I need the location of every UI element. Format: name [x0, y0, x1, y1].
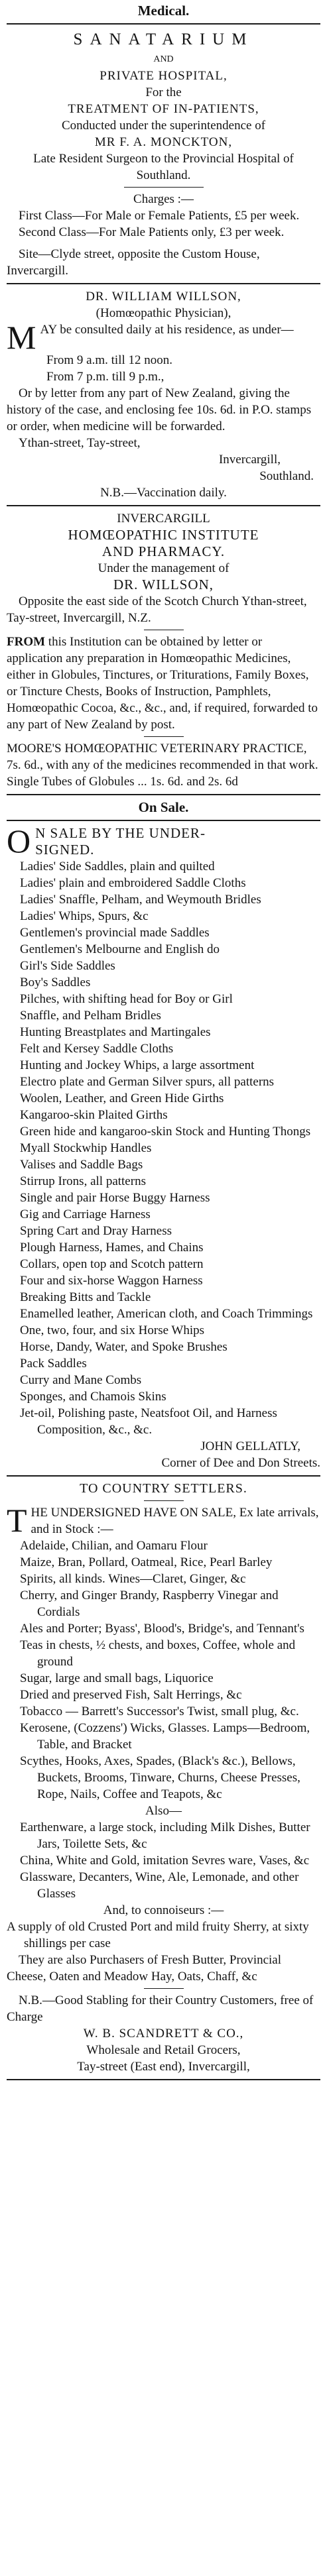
- list-item: Dried and preserved Fish, Salt Herrings, &c: [20, 1688, 242, 1702]
- list-item: Snaffle, and Pelham Bridles: [20, 1009, 161, 1023]
- advert-text: For the: [145, 85, 182, 99]
- list-item: Ladies' Snaffle, Pelham, and Weymouth Bridles: [20, 893, 261, 907]
- advert-text: INVERCARGILL: [117, 512, 210, 526]
- advert-text: JOHN GELLATLY,: [200, 1439, 300, 1453]
- list-item: Ladies' Side Saddles, plain and quilted: [20, 860, 215, 873]
- dropcap: M: [7, 319, 36, 356]
- list-item: Earthenware, a large stock, including Milk Dishes, Butter Jars, Toilette Sets, &c: [20, 1820, 310, 1851]
- advert-text: FROM this Institution can be obtained by letter or application any preparation in Homœopathic Medicines, either in Globules, Tinctures, or Triturations, Family Boxes, or Tincture Chests, Books of Instruction, Pamphlets, Homœopathic Cocoa, &c., &c., and, if required, forwarded to any part of New Zealand by post.: [7, 635, 318, 732]
- advert-text: From 7 p.m. till 9 p.m.,: [46, 370, 164, 384]
- advert-title: SIGNED.: [35, 842, 95, 858]
- list-item: Gig and Carriage Harness: [20, 1207, 151, 1221]
- advert-text: MOORE'S HOMŒOPATHIC VETERINARY PRACTICE, 7s. 6d., with any of the medicines recommended in that work.: [7, 742, 318, 772]
- list-item: Enamelled leather, American cloth, and Coach Trimmings: [20, 1307, 313, 1321]
- advert-text: (Homœopathic Physician),: [96, 306, 231, 320]
- advert-text: Also—: [145, 1804, 182, 1818]
- advert-text: A supply of old Crusted Port and mild fruity Sherry, at sixty shillings per case: [7, 1920, 309, 1950]
- advert-text: HOMŒOPATHIC INSTITUTE: [68, 527, 259, 543]
- advert-title: TO COUNTRY SETTLERS.: [80, 1481, 247, 1496]
- advert-text: And, to connoiseurs :—: [103, 1903, 224, 1917]
- list-item: Ales and Porter; Byass', Blood's, Bridge's, and Tennant's: [20, 1622, 304, 1636]
- list-item: Horse, Dandy, Water, and Spoke Brushes: [20, 1340, 228, 1354]
- dropcap: O: [7, 822, 32, 860]
- advert-text: Single Tubes of Globules ... 1s. 6d. and 2s. 6d: [7, 775, 238, 789]
- list-item: Girl's Side Saddles: [20, 959, 115, 973]
- divider: [144, 1988, 184, 1989]
- advert-gellatly: [7, 822, 320, 1471]
- list-item: Ladies' Whips, Spurs, &c: [20, 909, 149, 923]
- advert-text: Site—Clyde street, opposite the Custom House, Invercargill.: [7, 247, 260, 278]
- divider: [7, 283, 320, 284]
- list-item: Hunting Breastplates and Martingales: [20, 1025, 211, 1039]
- advert-text: Wholesale and Retail Grocers,: [86, 2043, 241, 2057]
- advert-text: N.B.—Vaccination daily.: [100, 486, 227, 500]
- list-item: Ladies' plain and embroidered Saddle Cloths: [20, 876, 246, 890]
- list-item: Gentlemen's Melbourne and English do: [20, 942, 220, 956]
- list-item: Kangaroo-skin Plaited Girths: [20, 1108, 168, 1122]
- list-item: Jet-oil, Polishing paste, Neatsfoot Oil, and Harness Composition, &c., &c.: [20, 1406, 277, 1437]
- advert-title: O N SALE BY THE UNDER-: [7, 822, 206, 860]
- list-item: Pack Saddles: [20, 1357, 87, 1371]
- list-item: Woolen, Leather, and Green Hide Girths: [20, 1092, 224, 1105]
- sanatarium-title: SANATARIUM: [73, 30, 254, 48]
- advert-text: N.B.—Good Stabling for their Country Customers, free of Charge: [7, 1993, 314, 2024]
- advert-institute: [7, 510, 320, 790]
- dropcap: T: [7, 1502, 27, 1539]
- advert-text: Southland.: [259, 469, 314, 483]
- item-list: [7, 1538, 320, 1803]
- advert-text: PRIVATE HOSPITAL,: [99, 69, 228, 83]
- divider: [144, 1500, 184, 1501]
- list-item: Cherry, and Ginger Brandy, Raspberry Vinegar and Cordials: [20, 1589, 279, 1619]
- section-header-medical: Medical.: [137, 3, 190, 19]
- list-item: Gentlemen's provincial made Saddles: [20, 926, 210, 940]
- list-item: Electro plate and German Silver spurs, all patterns: [20, 1075, 275, 1089]
- advert-willson: [7, 288, 320, 501]
- advert-text: Late Resident Surgeon to the Provincial Hospital of Southland.: [33, 152, 294, 182]
- item-list: [7, 1819, 320, 1902]
- section-header-on-sale: On Sale.: [138, 799, 189, 815]
- advert-text: Or by letter from any part of New Zealand, giving the history of the case, and enclosing fee 10s. 6d. in P.O. stamps or order, when medicine will be forwarded.: [7, 386, 312, 433]
- divider: [7, 794, 320, 795]
- list-item: Maize, Bran, Pollard, Oatmeal, Rice, Pearl Barley: [20, 1555, 273, 1569]
- list-item: Felt and Kersey Saddle Cloths: [20, 1042, 174, 1056]
- dropcap: S: [73, 30, 90, 48]
- list-item: Scythes, Hooks, Axes, Spades, (Black's &c.), Bellows, Buckets, Brooms, Tinware, Churns, Cheese Presses, Rope, Nails, Coffee and Teapots, &c: [20, 1754, 300, 1801]
- advert-text: Ythan-street, Tay-street,: [19, 436, 141, 450]
- advert-text: DR. WILLIAM WILLSON,: [86, 290, 241, 304]
- advert-text: Corner of Dee and Don Streets.: [161, 1456, 320, 1470]
- list-item: China, White and Gold, imitation Sevres ware, Vases, &c: [20, 1854, 310, 1868]
- list-item: Hunting and Jockey Whips, a large assortment: [20, 1058, 255, 1072]
- list-item: Pilches, with shifting head for Boy or Girl: [20, 992, 233, 1006]
- advert-text: TREATMENT OF IN-PATIENTS,: [68, 102, 259, 116]
- divider: [7, 2079, 320, 2080]
- list-item: Plough Harness, Hames, and Chains: [20, 1241, 204, 1255]
- advert-text: Tay-street (East end), Invercargill,: [77, 2060, 250, 2074]
- item-list: [7, 858, 320, 1438]
- list-item: Green hide and kangaroo-skin Stock and Hunting Thongs: [20, 1125, 311, 1139]
- advert-text: Under the management of: [98, 561, 229, 575]
- divider: [124, 187, 204, 188]
- advert-text: Conducted under the superintendence of: [61, 119, 266, 133]
- advert-text: MR F. A. MONCKTON,: [94, 135, 233, 149]
- advert-text: First Class—For Male or Female Patients, £5 per week.: [19, 209, 300, 223]
- advert-text: THE UNDERSIGNED HAVE ON SALE, Ex late arrivals, and in Stock :—: [7, 1502, 319, 1539]
- list-item: Kerosene, (Cozzens') Wicks, Glasses. Lamps—Bedroom, Table, and Bracket: [20, 1721, 310, 1752]
- list-item: One, two, four, and six Horse Whips: [20, 1323, 205, 1337]
- list-item: Adelaide, Chilian, and Oamaru Flour: [20, 1539, 208, 1553]
- advert-text: MAY be consulted daily at his residence, as under—: [7, 319, 294, 356]
- list-item: Spirits, all kinds. Wines—Claret, Ginger, &c: [20, 1572, 246, 1586]
- list-item: Boy's Saddles: [20, 976, 91, 989]
- advert-sanatarium: [7, 28, 320, 279]
- list-item: Myall Stockwhip Handles: [20, 1141, 152, 1155]
- list-item: Teas in chests, ½ chests, and boxes, Coffee, whole and ground: [20, 1638, 296, 1669]
- divider: [7, 505, 320, 506]
- divider: [144, 736, 184, 737]
- advert-text: Invercargill,: [218, 453, 281, 467]
- divider: [7, 820, 320, 821]
- advert-text: From 9 a.m. till 12 noon.: [46, 353, 172, 367]
- list-item: Sponges, and Chamois Skins: [20, 1390, 166, 1404]
- advert-country-settlers: [7, 1481, 320, 2075]
- list-item: Four and six-horse Waggon Harness: [20, 1274, 203, 1288]
- advert-text: Opposite the east side of the Scotch Church Ythan-street, Tay-street, Invercargill, N.Z.: [7, 594, 307, 625]
- list-item: Single and pair Horse Buggy Harness: [20, 1191, 210, 1205]
- list-item: Curry and Mane Combs: [20, 1373, 142, 1387]
- list-item: Sugar, large and small bags, Liquorice: [20, 1671, 214, 1685]
- divider: [7, 23, 320, 25]
- divider: [7, 1475, 320, 1477]
- newspaper-column: [0, 3, 327, 2080]
- advert-text: AND: [153, 54, 174, 64]
- list-item: Valises and Saddle Bags: [20, 1158, 143, 1172]
- list-item: Stirrup Irons, all patterns: [20, 1174, 146, 1188]
- list-item: Breaking Bitts and Tackle: [20, 1290, 151, 1304]
- advert-text: Second Class—For Male Patients only, £3 per week.: [19, 225, 285, 239]
- advert-text: DR. WILLSON,: [113, 577, 214, 592]
- advert-text: They are also Purchasers of Fresh Butter, Provincial Cheese, Oaten and Meadow Hay, Oats, Chaff, &c: [7, 1953, 282, 1984]
- list-item: Collars, open top and Scotch pattern: [20, 1257, 204, 1271]
- advert-text: AND PHARMACY.: [101, 543, 226, 559]
- list-item: Tobacco — Barrett's Successor's Twist, small plug, &c.: [20, 1705, 299, 1718]
- list-item: Glassware, Decanters, Wine, Ale, Lemonade, and other Glasses: [20, 1870, 299, 1901]
- advert-text: W. B. SCANDRETT & CO.,: [83, 2027, 244, 2041]
- advert-text: Charges :—: [133, 192, 194, 206]
- list-item: Spring Cart and Dray Harness: [20, 1224, 172, 1238]
